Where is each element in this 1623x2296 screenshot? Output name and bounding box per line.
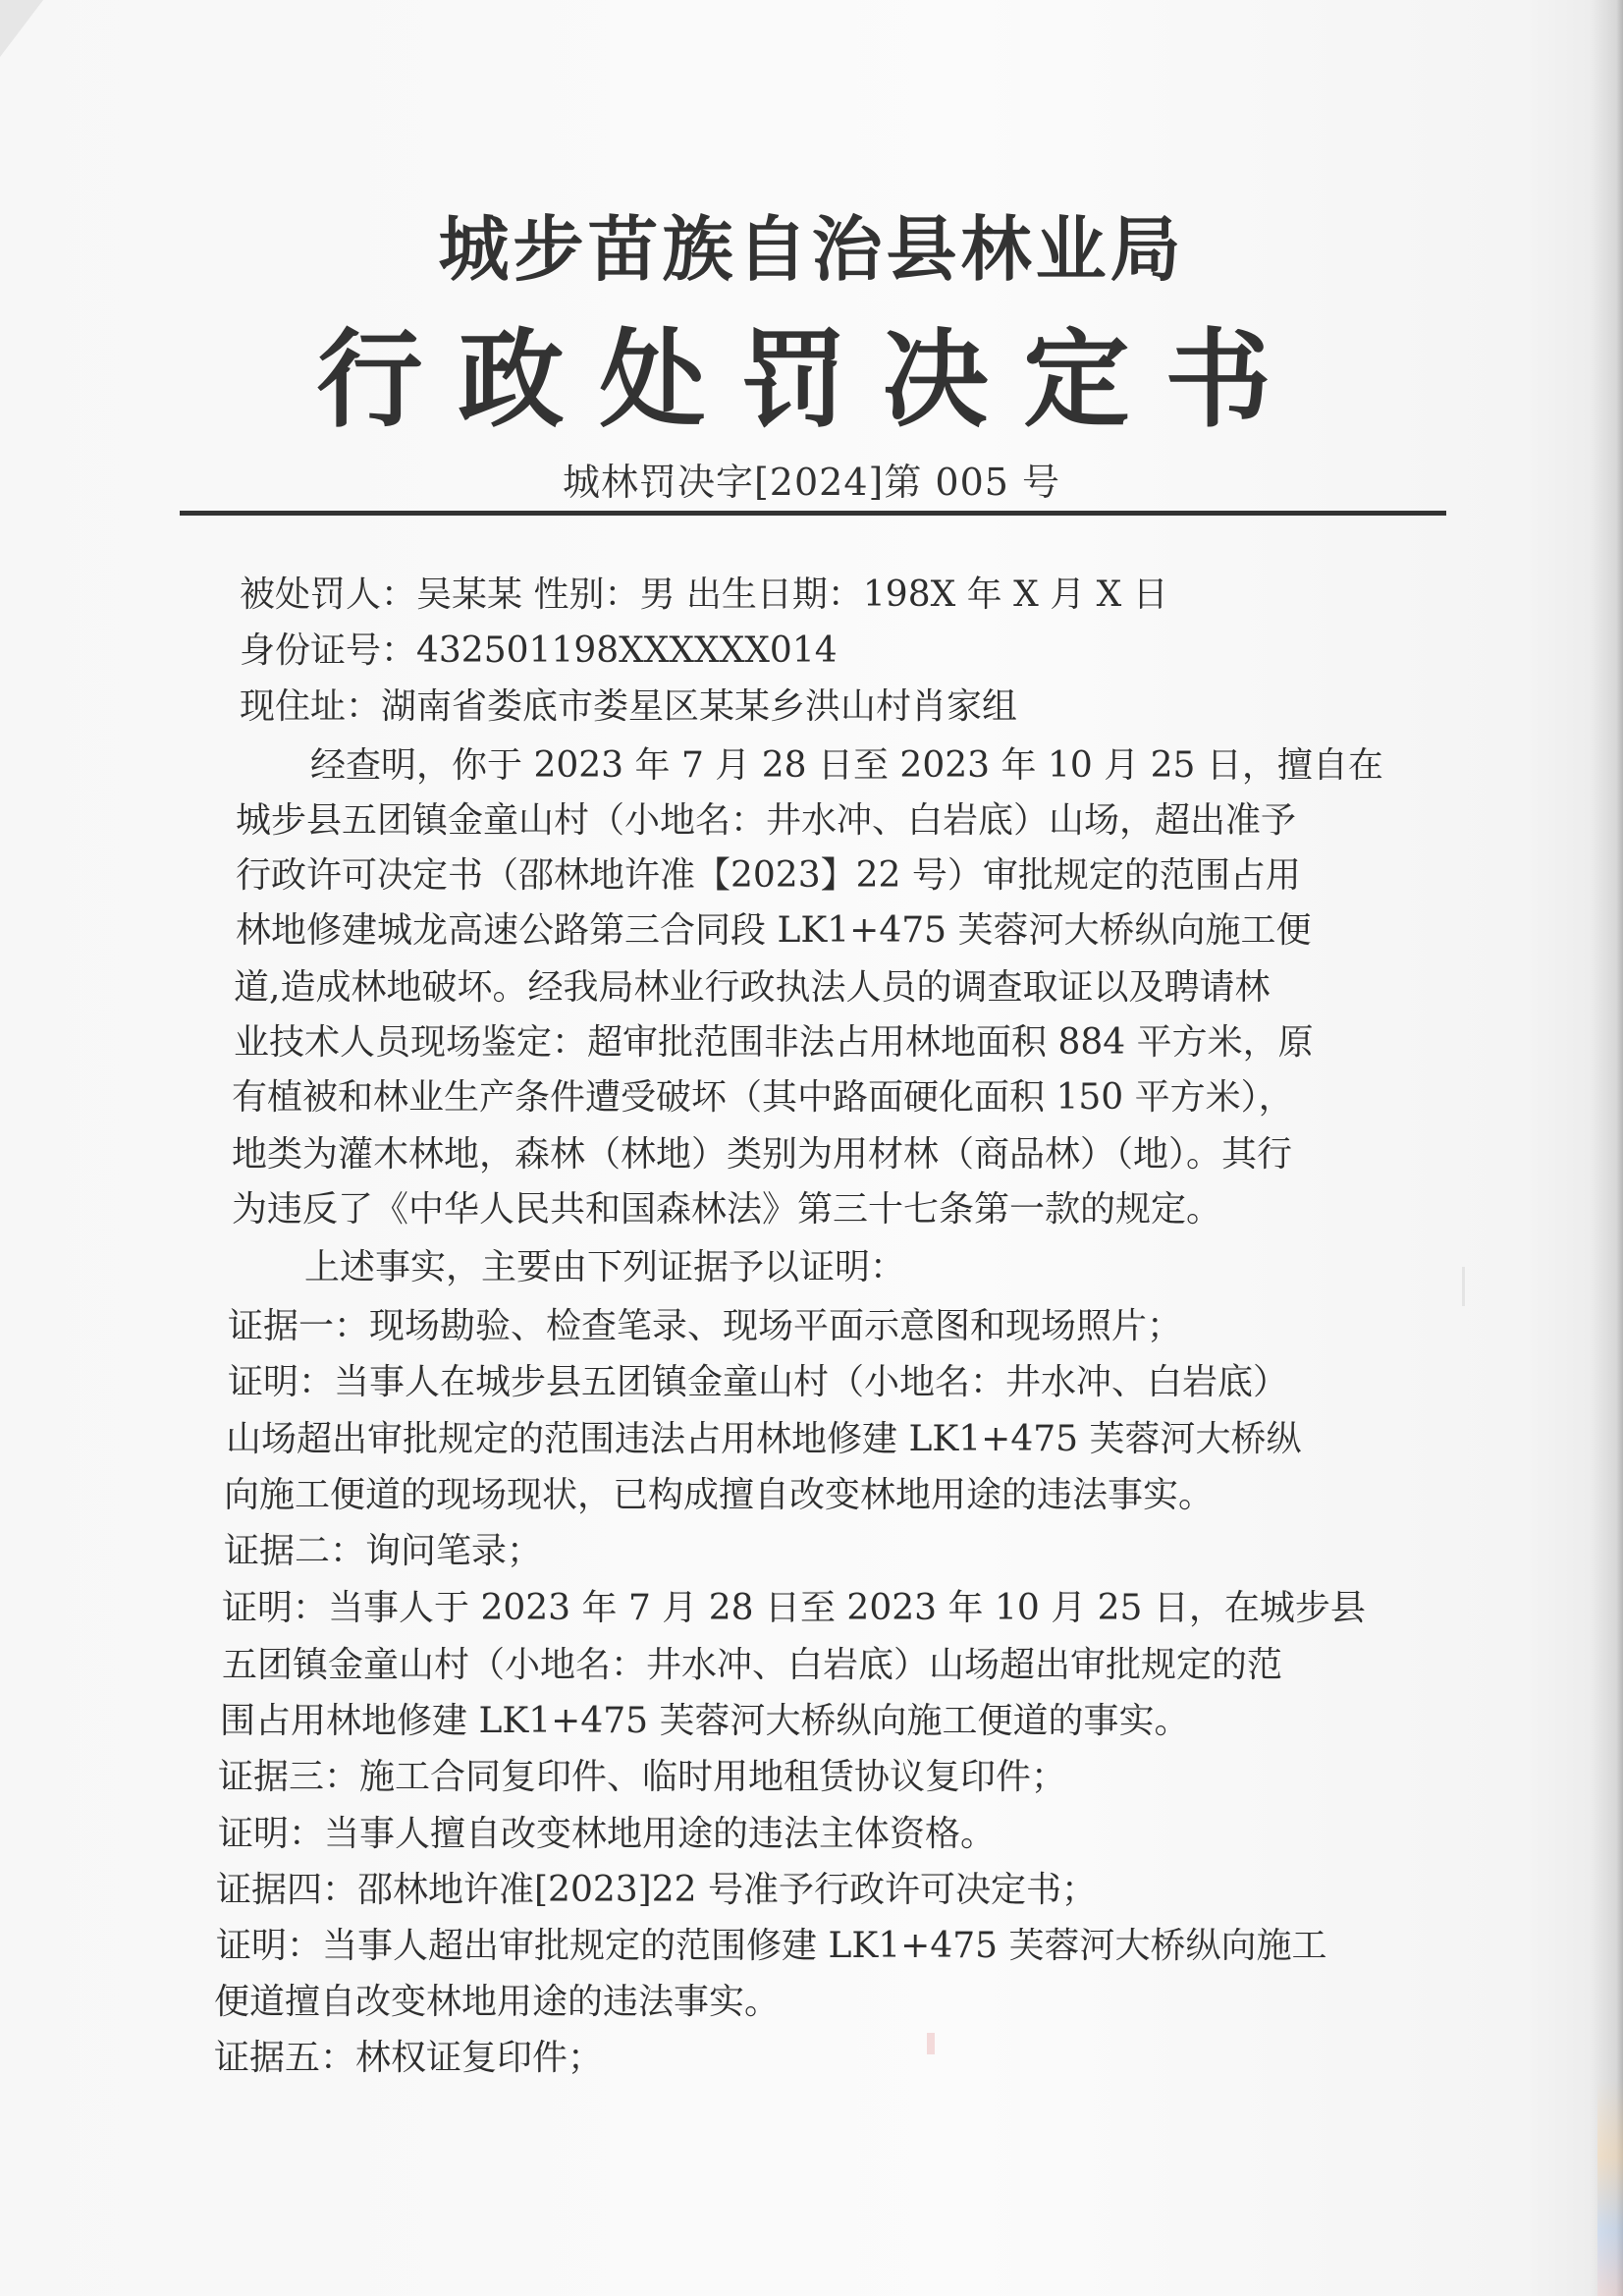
evidence-line: 证据二：询问笔录； xyxy=(224,1531,543,1571)
evidence-line: 五团镇金童山村（小地名：井水冲、白岩底）山场超出审批规定的范 xyxy=(222,1645,1283,1685)
page-corner-fold xyxy=(0,0,43,57)
document-number: 城林罚决字[2024]第 005 号 xyxy=(562,461,1061,504)
findings-line: 地类为灌木林地，森林（林地）类别为用材林（商品林）（地）。其行 xyxy=(232,1134,1293,1175)
evidence-line: 围占用林地修建 LK1+475 芙蓉河大桥纵向施工便道的事实。 xyxy=(220,1701,1190,1741)
findings-line: 为违反了《中华人民共和国森林法》第三十七条第一款的规定。 xyxy=(232,1189,1222,1230)
findings-line: 城步县五团镇金童山村（小地名：井水冲、白岩底）山场，超出准予 xyxy=(236,800,1297,841)
document-title: 行政处罚决定书 xyxy=(316,319,1307,442)
evidence-line: 证明：当事人于 2023 年 7 月 28 日至 2023 年 10 月 25 日，在城步县 xyxy=(222,1588,1366,1628)
evidence-line: 证明：当事人擅自改变林地用途的违法主体资格。 xyxy=(218,1814,997,1854)
scan-edge-color xyxy=(1597,2080,1623,2296)
evidence-line: 向施工便道的现场现状，已构成擅自改变林地用途的违法事实。 xyxy=(224,1475,1215,1515)
findings-line: 经查明，你于 2023 年 7 月 28 日至 2023 年 10 月 25 日，擅自在 xyxy=(310,745,1383,786)
evidence-line: 证据三：施工合同复印件、临时用地租赁协议复印件； xyxy=(218,1757,1067,1797)
scan-artifact-mark xyxy=(1462,1267,1465,1306)
evidence-line: 山场超出审批规定的范围违法占用林地修建 LK1+475 芙蓉河大桥纵 xyxy=(226,1419,1302,1459)
party-id-line: 身份证号：432501198XXXXXX014 xyxy=(240,630,838,671)
findings-line: 林地修建城龙高速公路第三合同段 LK1+475 芙蓉河大桥纵向施工便 xyxy=(236,910,1312,951)
findings-line: 道,造成林地破坏。经我局林业行政执法人员的调查取证以及聘请林 xyxy=(234,967,1271,1008)
party-info-line: 被处罚人：吴某某 性别：男 出生日期：198X 年 X 月 X 日 xyxy=(240,574,1168,615)
evidence-line: 便道擅自改变林地用途的违法事实。 xyxy=(214,1982,781,2022)
evidence-line: 证明：当事人超出审批规定的范围修建 LK1+475 芙蓉河大桥纵向施工 xyxy=(216,1926,1327,1966)
evidence-line: 证据五：林权证复印件； xyxy=(214,2038,604,2078)
organization-title: 城步苗族自治县林业局 xyxy=(438,208,1185,291)
findings-line: 业技术人员现场鉴定：超审批范围非法占用林地面积 884 平方米，原 xyxy=(234,1022,1314,1063)
evidence-line: 证据四：邵林地许准[2023]22 号准予行政许可决定书； xyxy=(216,1870,1097,1910)
evidence-line: 证明：当事人在城步县五团镇金童山村（小地名：井水冲、白岩底） xyxy=(228,1362,1289,1402)
evidence-line: 证据一：现场勘验、检查笔录、现场平面示意图和现场照片； xyxy=(228,1306,1183,1346)
header-rule xyxy=(180,511,1446,516)
findings-line: 有植被和林业生产条件遭受破坏（其中路面硬化面积 150 平方米）， xyxy=(232,1077,1294,1118)
scan-artifact-mark xyxy=(927,2033,935,2054)
evidence-intro: 上述事实，主要由下列证据予以证明： xyxy=(304,1247,906,1287)
party-address-line: 现住址：湖南省娄底市娄星区某某乡洪山村肖家组 xyxy=(240,686,1018,727)
findings-line: 行政许可决定书（邵林地许准【2023】22 号）审批规定的范围占用 xyxy=(236,855,1301,896)
